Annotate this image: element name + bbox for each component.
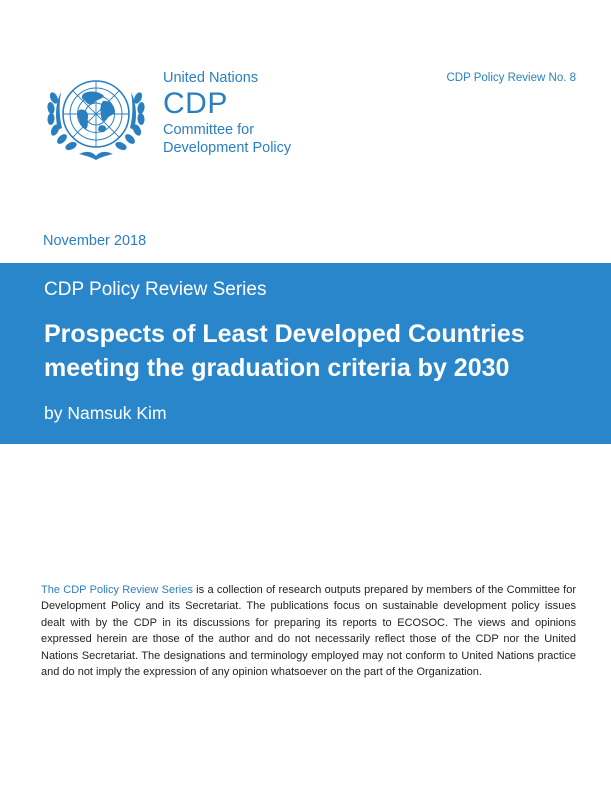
disclaimer-paragraph	[41, 582, 576, 680]
disclaimer-body: is a collection of research outputs prepared by members of the Committee for Development Policy and its Secretariat. The publications focus on sustainable development policy issues dealt with by the CDP in its discussions for preparing its reports to ECOSOC. The views and opinions expressed herein are those of the author and do not necessarily reflect those of the CDP nor the United Nations Secretariat. The designations and terminology employed may not conform to United Nations practice and do not imply the expression of any opinion whatsoever on the part of the Organization.	[41, 584, 576, 679]
un-emblem-icon	[41, 68, 151, 164]
page-title: Prospects of Least Developed Countries meeting the graduation criteria by 2030	[44, 320, 525, 382]
review-number: CDP Policy Review No. 8	[446, 72, 576, 84]
title-banner	[0, 263, 611, 444]
author-line: by Namsuk Kim	[44, 403, 167, 423]
committee-name-line-1: Committee for	[163, 122, 255, 138]
series-title: CDP Policy Review Series	[44, 279, 267, 300]
committee-name-line-2: Development Policy	[163, 140, 292, 156]
publication-date: November 2018	[43, 233, 147, 249]
organization-acronym: CDP	[163, 87, 228, 120]
organization-block	[163, 69, 291, 157]
organization-name: United Nations	[163, 70, 259, 86]
series-name-highlight: The CDP Policy Review Series	[41, 584, 193, 596]
